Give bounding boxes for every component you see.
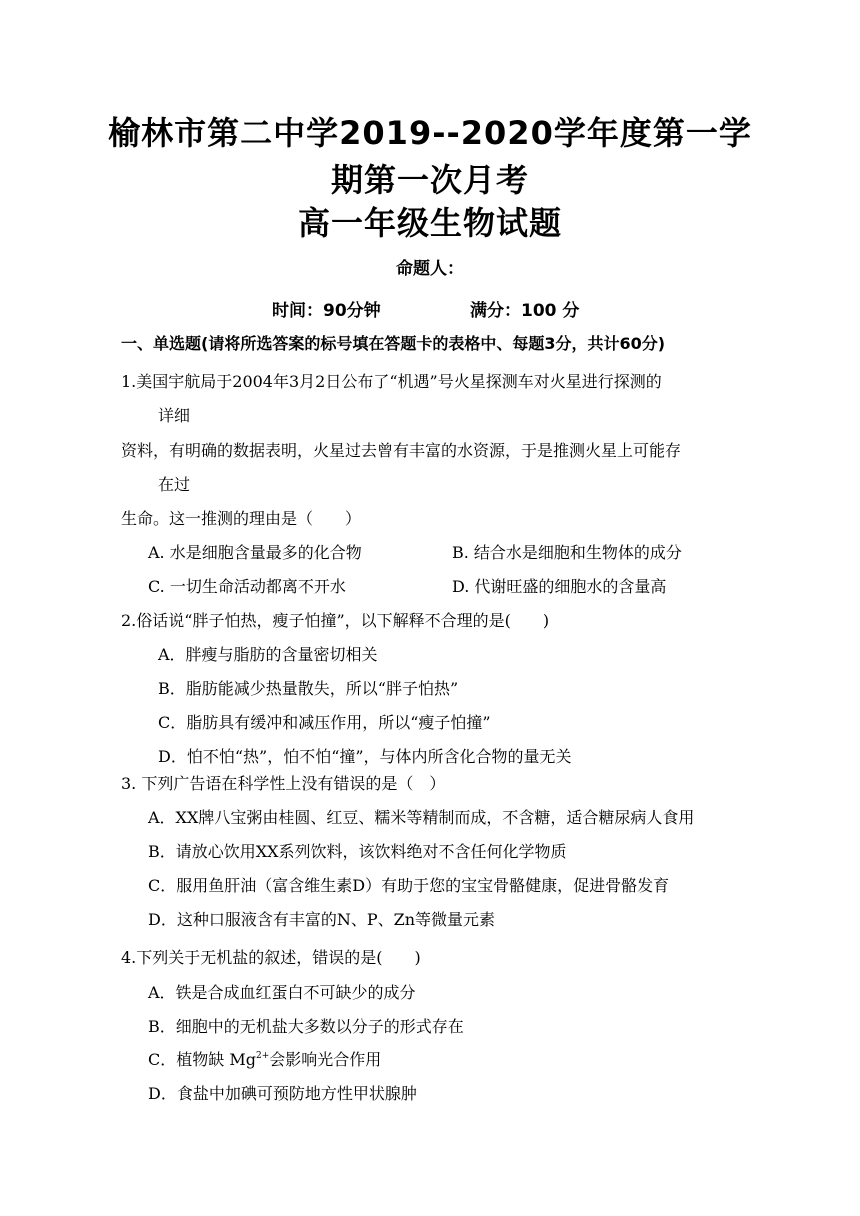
- q1-stem-line-2: 详细: [158, 406, 191, 425]
- q2-option-b: B．脂肪能减少热量散失，所以“胖子怕热”: [158, 679, 459, 698]
- q1-stem-line-3: 资料，有明确的数据表明，火星过去曾有丰富的水资源，于是推测火星上可能存: [121, 441, 682, 460]
- q4-option-d: D．食盐中加碘可预防地方性甲状腺肿: [148, 1084, 417, 1103]
- q4-option-c-suffix: 会影响光合作用: [269, 1050, 382, 1069]
- q1-option-d: D. 代谢旺盛的细胞水的含量高: [452, 577, 667, 596]
- q3-option-d: D．这种口服液含有丰富的N、P、Zn等微量元素: [148, 910, 496, 929]
- q4-stem: 4.下列关于无机盐的叙述，错误的是( ): [121, 948, 421, 967]
- q4-option-a: A．铁是合成血红蛋白不可缺少的成分: [148, 983, 416, 1002]
- exam-title-line-2: 期第一次月考: [330, 161, 529, 199]
- q4-option-c: [148, 1047, 381, 1070]
- q3-option-c: C．服用鱼肝油（富含维生素D）有助于您的宝宝骨骼健康，促进骨骼发育: [148, 876, 670, 895]
- q1-option-c: C. 一切生命活动都离不开水: [148, 577, 346, 596]
- section-heading: 一、单选题(请将所选答案的标号填在答题卡的表格中、每题3分，共计60分): [121, 334, 666, 353]
- q1-option-a: A. 水是细胞含量最多的化合物: [148, 543, 362, 562]
- q4-option-c-prefix: C．植物缺 Mg: [148, 1050, 256, 1069]
- q2-option-a: A．胖瘦与脂肪的含量密切相关: [158, 645, 378, 664]
- q1-stem-line-1: 1.美国宇航局于2004年3月2日公布了“机遇”号火星探测车对火星进行探测的: [121, 372, 662, 391]
- q2-stem: 2.俗话说“胖子怕热，瘦子怕撞”，以下解释不合理的是( ): [121, 611, 550, 630]
- exam-time: 时间：90分钟: [272, 301, 381, 321]
- q2-option-c: C．脂肪具有缓冲和减压作用，所以“瘦子怕撞”: [158, 713, 491, 732]
- q3-option-a: A．XX牌八宝粥由桂圆、红豆、糯米等精制而成，不含糖，适合糖尿病人食用: [148, 808, 695, 827]
- exam-subject-title: 高一年级生物试题: [297, 204, 562, 242]
- exam-full-score: 满分：100 分: [470, 301, 580, 321]
- author-label: 命题人：: [396, 259, 464, 279]
- q1-stem-line-4: 在过: [158, 475, 191, 494]
- exam-title-line-1: 榆林市第二中学2019--2020学年度第一学: [108, 114, 752, 152]
- q4-option-b: B．细胞中的无机盐大多数以分子的形式存在: [148, 1017, 464, 1036]
- q1-option-b: B. 结合水是细胞和生物体的成分: [452, 543, 682, 562]
- q3-option-b: B．请放心饮用XX系列饮料，该饮料绝对不含任何化学物质: [148, 842, 567, 861]
- q4-option-c-superscript: 2+: [255, 1051, 270, 1061]
- q2-option-d: D．怕不怕“热”，怕不怕“撞”，与体内所含化合物的量无关: [158, 747, 572, 766]
- q3-stem: 3. 下列广告语在科学性上没有错误的是（ ）: [121, 774, 446, 793]
- q1-stem-line-5: 生命。这一推测的理由是（ ）: [121, 509, 362, 528]
